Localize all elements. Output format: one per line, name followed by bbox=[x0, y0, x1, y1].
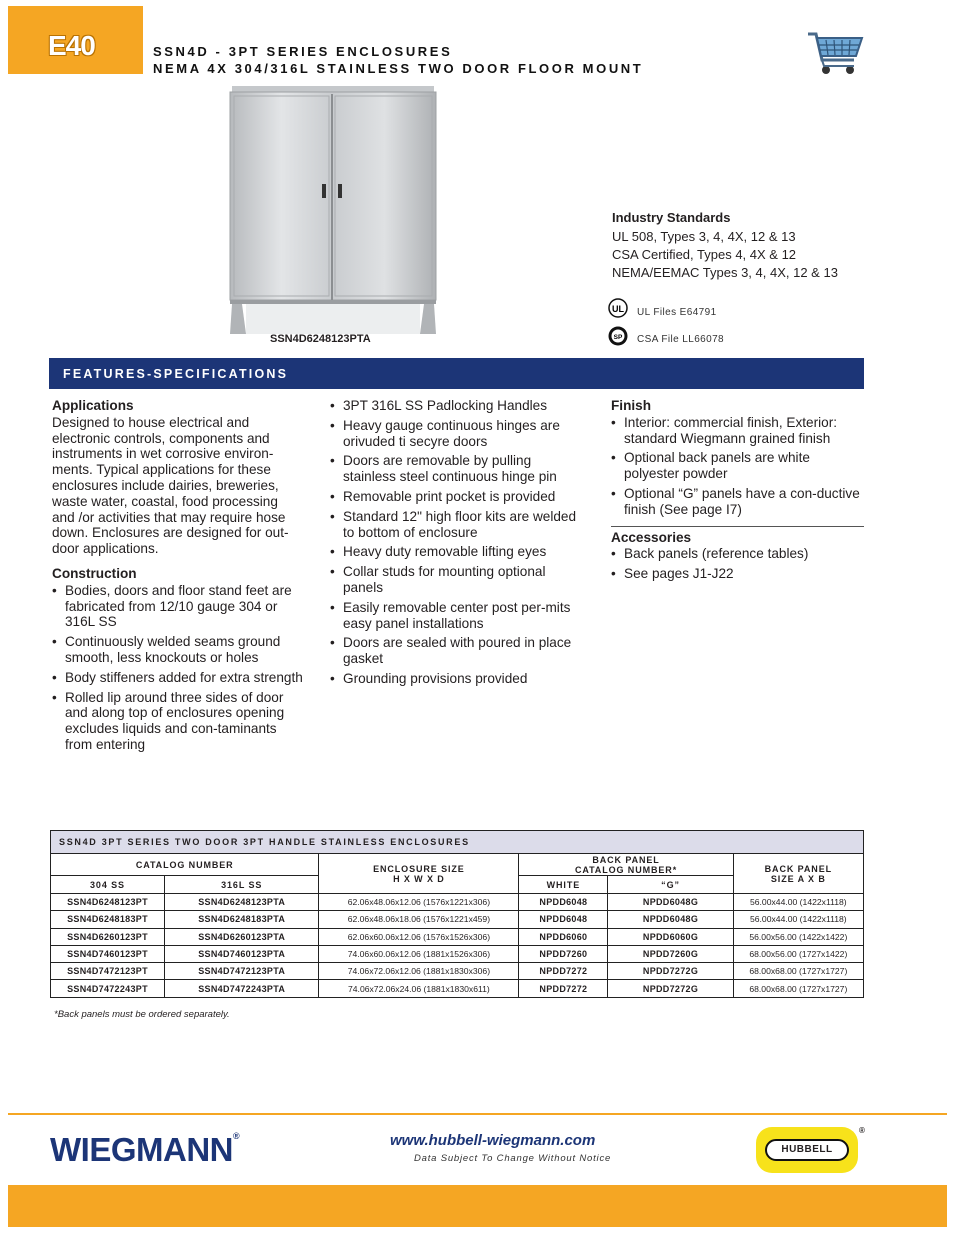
list-item: • Back panels (reference tables) bbox=[611, 546, 864, 562]
registered-mark: ® bbox=[232, 1131, 240, 1141]
title-line-2: NEMA 4X 304/316L STAINLESS TWO DOOR FLOOR MOUNT bbox=[153, 61, 644, 76]
cell-back-panel-white: NPDD7272 bbox=[519, 963, 608, 980]
list-item: • Grounding provisions provided bbox=[330, 671, 586, 687]
applications-title: Applications bbox=[52, 398, 134, 413]
table-row bbox=[51, 928, 864, 945]
list-item bbox=[611, 486, 864, 518]
cell-catalog-304: SSN4D6248183PT bbox=[51, 911, 165, 928]
cell-enclosure-size: 62.06x48.06x18.06 (1576x1221x459) bbox=[319, 911, 519, 928]
ul-logo-icon bbox=[608, 298, 628, 318]
table-row bbox=[51, 963, 864, 980]
cell-catalog-316l: SSN4D6260123PTA bbox=[165, 928, 319, 945]
cell-catalog-304: SSN4D7472123PT bbox=[51, 963, 165, 980]
cell-enclosure-size: 62.06x60.06x12.06 (1576x1526x306) bbox=[319, 928, 519, 945]
cell-enclosure-size: 74.06x72.06x24.06 (1881x1830x611) bbox=[319, 980, 519, 997]
cell-back-panel-g: NPDD6048G bbox=[608, 911, 733, 928]
cell-back-panel-size: 68.00x56.00 (1727x1422) bbox=[733, 945, 863, 962]
cell-catalog-304: SSN4D7460123PT bbox=[51, 945, 165, 962]
header-line: H X W X D bbox=[393, 873, 445, 884]
csa-file-text: CSA File LL66078 bbox=[637, 334, 725, 345]
svg-text:SP: SP bbox=[613, 334, 623, 341]
wiegmann-logo[interactable] bbox=[50, 1131, 239, 1169]
header-304-ss: 304 SS bbox=[51, 876, 165, 894]
header-line: BACK PANEL bbox=[764, 863, 832, 874]
spec-table bbox=[50, 830, 864, 998]
website-link[interactable]: www.hubbell-wiegmann.com bbox=[390, 1132, 596, 1149]
cell-enclosure-size: 74.06x60.06x12.06 (1881x1526x306) bbox=[319, 945, 519, 962]
banner-label: FEATURES-SPECIFICATIONS bbox=[63, 367, 289, 381]
cell-back-panel-white: NPDD6048 bbox=[519, 911, 608, 928]
registered-mark: ® bbox=[859, 1126, 865, 1135]
hubbell-logo[interactable] bbox=[756, 1127, 858, 1173]
list-item-text: back panels are white polyester powder bbox=[624, 450, 810, 482]
list-item bbox=[611, 450, 864, 482]
header-back-panel-size bbox=[733, 854, 863, 894]
accessories-title: Accessories bbox=[611, 529, 692, 545]
table-row bbox=[51, 980, 864, 997]
ul-file-text: UL Files E64791 bbox=[637, 307, 717, 318]
list-item-text: “G” panels have a con-ductive finish (See page I7) bbox=[624, 485, 860, 517]
cell-catalog-316l: SSN4D7460123PTA bbox=[165, 945, 319, 962]
standards-title: Industry Standards bbox=[612, 210, 731, 225]
csa-logo-icon bbox=[608, 326, 628, 346]
list-item: • 3PT 316L SS Padlocking Handles bbox=[330, 398, 586, 414]
list-item: • Bodies, doors and floor stand feet are fabricated from 12/10 gauge 304 or 316L SS bbox=[52, 583, 304, 630]
standard-line: NEMA/EEMAC Types 3, 4, 4X, 12 & 13 bbox=[612, 265, 838, 280]
list-item: • Heavy gauge continuous hinges are orivuded ti secyre doors bbox=[330, 418, 586, 450]
cell-back-panel-size: 68.00x68.00 (1727x1727) bbox=[733, 963, 863, 980]
list-item: • Rolled lip around three sides of door and along top of enclosures opening excludes liquids and con-taminants from entering bbox=[52, 690, 304, 753]
change-notice: Data Subject To Change Without Notice bbox=[414, 1153, 612, 1164]
cell-back-panel-g: NPDD6048G bbox=[608, 894, 733, 911]
enclosure-photo bbox=[228, 86, 438, 336]
table-row bbox=[51, 894, 864, 911]
applications-text: Designed to house electrical and electronic controls, components and instruments in wet corrosive environ-ments. Typical applications for these enclosures include dairies, breweries, waste water, coastal, food processing and /or activities that may require hose down. Enclosures are designed for out-door applications. bbox=[52, 414, 289, 557]
cell-catalog-304: SSN4D7472243PT bbox=[51, 980, 165, 997]
header-316l-ss: 316L SS bbox=[165, 876, 319, 894]
list-item: • Standard 12" high floor kits are welded to bottom of enclosure bbox=[330, 509, 586, 541]
photo-caption: SSN4D6248123PTA bbox=[270, 333, 371, 345]
table-footnote: *Back panels must be ordered separately. bbox=[54, 1009, 230, 1020]
table-title: SSN4D 3PT SERIES TWO DOOR 3PT HANDLE STAINLESS ENCLOSURES bbox=[51, 831, 864, 854]
table-row bbox=[51, 911, 864, 928]
features-list bbox=[330, 398, 586, 687]
cell-catalog-316l: SSN4D6248183PTA bbox=[165, 911, 319, 928]
list-item: • Removable print pocket is provided bbox=[330, 489, 586, 505]
list-item: • Collar studs for mounting optional panels bbox=[330, 564, 586, 596]
list-item: • Body stiffeners added for extra strength bbox=[52, 670, 304, 686]
cell-back-panel-g: NPDD7260G bbox=[608, 945, 733, 962]
list-item: • Heavy duty removable lifting eyes bbox=[330, 544, 586, 560]
list-item: • Doors are removable by pulling stainless steel continuous hinge pin bbox=[330, 453, 586, 485]
finish-title: Finish bbox=[611, 398, 652, 413]
cell-back-panel-g: NPDD6060G bbox=[608, 928, 733, 945]
header-line: SIZE A X B bbox=[770, 873, 826, 884]
column-left bbox=[52, 398, 304, 757]
standard-line: CSA Certified, Types 4, 4X & 12 bbox=[612, 247, 797, 262]
list-item: • Continuously welded seams ground smooth, less knockouts or holes bbox=[52, 634, 304, 666]
standard-line: UL 508, Types 3, 4, 4X, 12 & 13 bbox=[612, 229, 796, 244]
cell-back-panel-size: 68.00x68.00 (1727x1727) bbox=[733, 980, 863, 997]
svg-text:UL: UL bbox=[612, 304, 624, 314]
title-line-1: SSN4D - 3PT SERIES ENCLOSURES bbox=[153, 44, 453, 59]
column-right bbox=[611, 398, 864, 586]
cell-back-panel-size: 56.00x56.00 (1422x1422) bbox=[733, 928, 863, 945]
cell-enclosure-size: 74.06x72.06x12.06 (1881x1830x306) bbox=[319, 963, 519, 980]
cell-catalog-304: SSN4D6248123PT bbox=[51, 894, 165, 911]
table-row bbox=[51, 945, 864, 962]
header-line: ENCLOSURE SIZE bbox=[373, 863, 465, 874]
list-item: • Easily removable center post per-mits easy panel installations bbox=[330, 600, 586, 632]
logo-text: WIEGMANN bbox=[50, 1131, 233, 1168]
construction-list bbox=[52, 583, 304, 753]
cell-back-panel-white: NPDD7272 bbox=[519, 980, 608, 997]
cell-back-panel-white: NPDD6060 bbox=[519, 928, 608, 945]
shopping-cart-icon[interactable] bbox=[806, 30, 864, 78]
header-g: “G” bbox=[608, 876, 733, 894]
cell-back-panel-g: NPDD7272G bbox=[608, 963, 733, 980]
cell-catalog-304: SSN4D6260123PT bbox=[51, 928, 165, 945]
cell-enclosure-size: 62.06x48.06x12.06 (1576x1221x306) bbox=[319, 894, 519, 911]
cell-catalog-316l: SSN4D7472243PTA bbox=[165, 980, 319, 997]
cell-catalog-316l: SSN4D7472123PTA bbox=[165, 963, 319, 980]
list-item: • Doors are sealed with poured in place gasket bbox=[330, 635, 586, 667]
optional-label: Optional bbox=[624, 485, 675, 501]
cell-back-panel-g: NPDD7272G bbox=[608, 980, 733, 997]
header-line: BACK PANEL bbox=[592, 854, 660, 865]
list-item: • See pages J1-J22 bbox=[611, 566, 864, 582]
header-line: CATALOG NUMBER* bbox=[574, 864, 678, 875]
table-body bbox=[51, 894, 864, 998]
footer-rule bbox=[8, 1113, 947, 1115]
column-middle bbox=[330, 398, 586, 691]
header-white: WHITE bbox=[519, 876, 608, 894]
header-back-panel-catalog bbox=[519, 854, 733, 876]
hubbell-logo-badge bbox=[765, 1139, 849, 1161]
accessories-list bbox=[611, 546, 864, 582]
finish-list bbox=[611, 415, 864, 518]
divider bbox=[611, 526, 864, 527]
cell-back-panel-size: 56.00x44.00 (1422x1118) bbox=[733, 911, 863, 928]
bottom-bar bbox=[8, 1185, 947, 1227]
cell-back-panel-white: NPDD7260 bbox=[519, 945, 608, 962]
page-number: E40 bbox=[48, 30, 95, 61]
cell-back-panel-white: NPDD6048 bbox=[519, 894, 608, 911]
list-item: • Interior: commercial finish, Exterior: standard Wiegmann grained finish bbox=[611, 415, 864, 447]
header-enclosure-size bbox=[319, 854, 519, 894]
features-banner bbox=[49, 358, 864, 389]
cell-back-panel-size: 56.00x44.00 (1422x1118) bbox=[733, 894, 863, 911]
construction-title: Construction bbox=[52, 565, 137, 581]
optional-label: Optional bbox=[624, 450, 675, 466]
hubbell-logo-text: HUBBELL bbox=[781, 1144, 833, 1155]
header-catalog-number: CATALOG NUMBER bbox=[51, 854, 319, 876]
cell-catalog-316l: SSN4D6248123PTA bbox=[165, 894, 319, 911]
